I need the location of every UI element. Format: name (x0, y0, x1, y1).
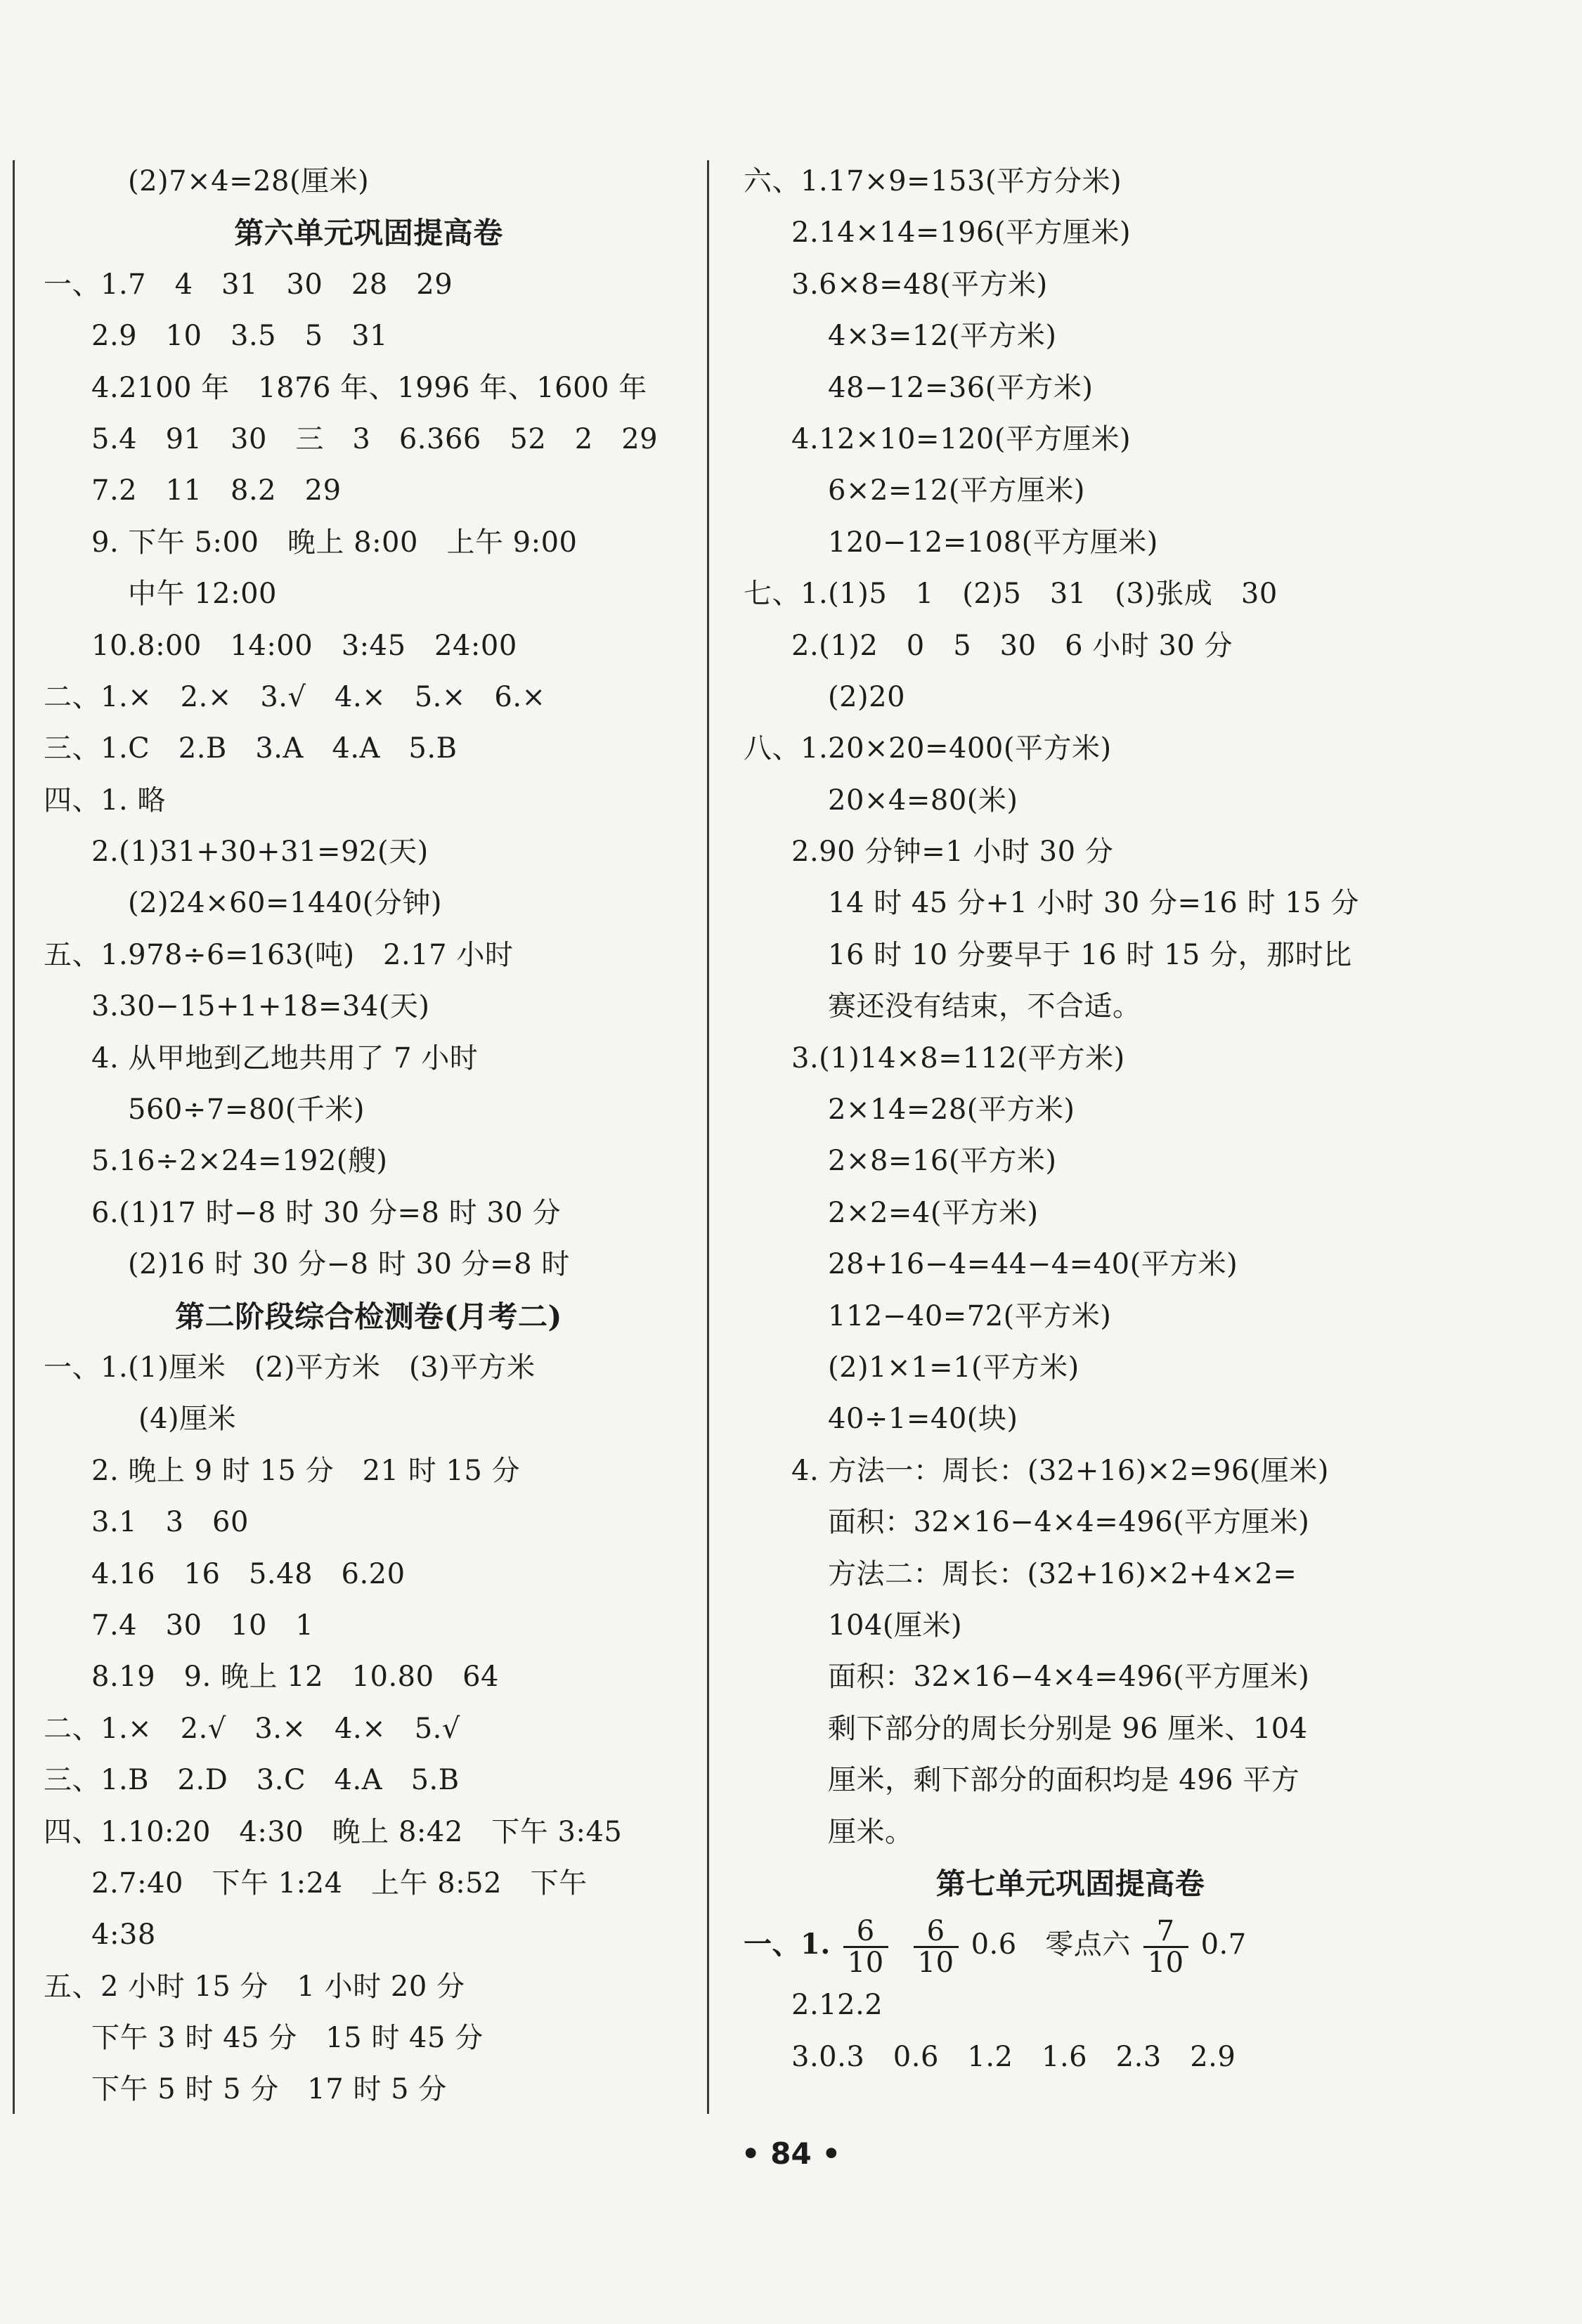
answer-line: 4:38 (91, 1919, 156, 1952)
answer-line: (2)20 (828, 680, 906, 713)
section-title: 第二阶段综合检测卷(月考二) (175, 1299, 562, 1334)
answer-line: 五、1.978÷6=163(吨) 2.17 小时 (44, 938, 514, 971)
answer-line: 五、2 小时 15 分 1 小时 20 分 (44, 1970, 465, 2003)
answer-line: (2)16 时 30 分−8 时 30 分=8 时 (128, 1248, 570, 1281)
answer-line: 2×14=28(平方米) (828, 1093, 1075, 1127)
answer-line: 2.9 10 3.5 5 31 (91, 320, 388, 353)
answer-line: (4)厘米 (138, 1403, 237, 1436)
answer-line-fractions (744, 1909, 1397, 1980)
answer-line: 3.6×8=48(平方米) (791, 268, 1048, 301)
answer-line: 20×4=80(米) (828, 784, 1018, 817)
answer-line: 5.4 91 30 三 3 6.366 52 2 29 (91, 422, 659, 455)
answer-line: 厘米，剩下部分的面积均是 496 平方 (828, 1764, 1300, 1797)
answer-line: 3.1 3 60 (91, 1506, 249, 1539)
right-column (744, 156, 1397, 2083)
answer-line: 八、1.20×20=400(平方米) (744, 732, 1112, 765)
answer-line: 104(厘米) (828, 1609, 963, 1642)
section-title: 第七单元巩固提高卷 (935, 1866, 1205, 1901)
answer-line: 7.2 11 8.2 29 (91, 474, 342, 507)
answer-line: 四、1.10:20 4:30 晚上 8:42 下午 3:45 (44, 1815, 623, 1848)
answer-line: 4. 方法一：周长：(32+16)×2=96(厘米) (791, 1454, 1329, 1487)
fraction: $\frac{6}{10}$ (914, 1916, 959, 1978)
answer-line: 三、1.C 2.B 3.A 4.A 5.B (44, 732, 458, 765)
answer-text: 0.6 零点六 (971, 1928, 1131, 1961)
left-margin-rule (13, 160, 15, 2114)
answer-text: 0.7 (1200, 1928, 1247, 1961)
answer-line: 下午 5 时 5 分 17 时 5 分 (91, 2073, 447, 2106)
column-divider (707, 160, 709, 2114)
answer-line: (2)24×60=1440(分钟) (128, 887, 442, 920)
answer-line: 8.19 9. 晚上 12 10.80 64 (91, 1661, 499, 1694)
answer-line: 厘米。 (828, 1815, 914, 1848)
answer-line: 14 时 45 分+1 小时 30 分=16 时 15 分 (828, 887, 1359, 920)
answer-line: 560÷7=80(千米) (128, 1093, 365, 1127)
answer-line: (2)1×1=1(平方米) (828, 1351, 1079, 1384)
answer-line: 4. 从甲地到乙地共用了 7 小时 (91, 1041, 479, 1075)
answer-line: 2.7:40 下午 1:24 上午 8:52 下午 (91, 1867, 588, 1900)
answer-line: 4.16 16 5.48 6.20 (91, 1557, 406, 1590)
answer-line: 40÷1=40(块) (828, 1403, 1018, 1436)
answer-line: 剩下部分的周长分别是 96 厘米、104 (828, 1712, 1308, 1745)
answer-line: 中午 12:00 (128, 578, 277, 611)
answer-line: 四、1. 略 (44, 784, 166, 817)
answer-line: 2.(1)31+30+31=92(天) (91, 836, 429, 869)
page-number: • 84 • (741, 2136, 841, 2171)
answer-line: 48−12=36(平方米) (828, 371, 1094, 404)
answer-line: 6×2=12(平方厘米) (828, 474, 1086, 507)
answer-line: 七、1.(1)5 1 (2)5 31 (3)张成 30 (744, 578, 1278, 611)
answer-line: 方法二：周长：(32+16)×2+4×2= (828, 1557, 1297, 1590)
answer-line: 三、1.B 2.D 3.C 4.A 5.B (44, 1764, 460, 1797)
answer-line: 下午 3 时 45 分 15 时 45 分 (91, 2022, 484, 2055)
answer-line: 4.2100 年 1876 年、1996 年、1600 年 (91, 371, 647, 404)
answer-line: 2×2=4(平方米) (828, 1196, 1039, 1229)
answer-line: (2)7×4=28(厘米) (128, 165, 370, 197)
right-column-lines (744, 156, 1397, 1909)
left-column (44, 156, 694, 2116)
answer-line: 9. 下午 5:00 晚上 8:00 上午 9:00 (91, 526, 578, 559)
answer-line: 3.0.3 0.6 1.2 1.6 2.3 2.9 (791, 2040, 1236, 2073)
answer-line: 二、1.× 2.× 3.√ 4.× 5.× 6.× (44, 680, 546, 713)
answer-line: 二、1.× 2.√ 3.× 4.× 5.√ (44, 1712, 460, 1745)
answer-line: 3.(1)14×8=112(平方米) (791, 1041, 1125, 1075)
question-number: 一、1. (744, 1928, 831, 1961)
answer-line: 2. 晚上 9 时 15 分 21 时 15 分 (91, 1454, 521, 1487)
fraction: $\frac{6}{10}$ (843, 1916, 888, 1978)
answer-line: 六、1.17×9=153(平方分米) (744, 165, 1122, 197)
section-title: 第六单元巩固提高卷 (234, 216, 503, 251)
answer-line: 4.12×10=120(平方厘米) (791, 422, 1132, 455)
answer-line: 4×3=12(平方米) (828, 320, 1057, 353)
answer-line: 7.4 30 10 1 (91, 1609, 314, 1642)
answer-line: 面积：32×16−4×4=496(平方厘米) (828, 1661, 1310, 1694)
answer-line: 5.16÷2×24=192(艘) (91, 1145, 388, 1178)
answer-line: 2.(1)2 0 5 30 6 小时 30 分 (791, 629, 1233, 662)
answer-line: 面积：32×16−4×4=496(平方厘米) (828, 1506, 1310, 1539)
answer-line: 16 时 10 分要早于 16 时 15 分，那时比 (828, 938, 1352, 971)
answer-line: 2.14×14=196(平方厘米) (791, 216, 1132, 249)
answer-line: 112−40=72(平方米) (828, 1299, 1112, 1332)
answer-line: 2.12.2 (791, 1989, 883, 2022)
answer-line: 一、1.7 4 31 30 28 29 (44, 268, 453, 301)
answer-line: 一、1.(1)厘米 (2)平方米 (3)平方米 (44, 1351, 536, 1384)
answer-line: 6.(1)17 时−8 时 30 分=8 时 30 分 (91, 1196, 561, 1229)
fraction: $\frac{7}{10}$ (1143, 1916, 1188, 1978)
answer-line: 28+16−4=44−4=40(平方米) (828, 1248, 1238, 1281)
answer-line: 2.90 分钟=1 小时 30 分 (791, 836, 1114, 869)
answer-line: 2×8=16(平方米) (828, 1145, 1057, 1178)
answer-line: 赛还没有结束，不合适。 (828, 990, 1141, 1023)
answer-line: 120−12=108(平方厘米) (828, 526, 1158, 559)
answer-line: 10.8:00 14:00 3:45 24:00 (91, 629, 517, 662)
answer-line: 3.30−15+1+18=34(天) (91, 990, 430, 1023)
